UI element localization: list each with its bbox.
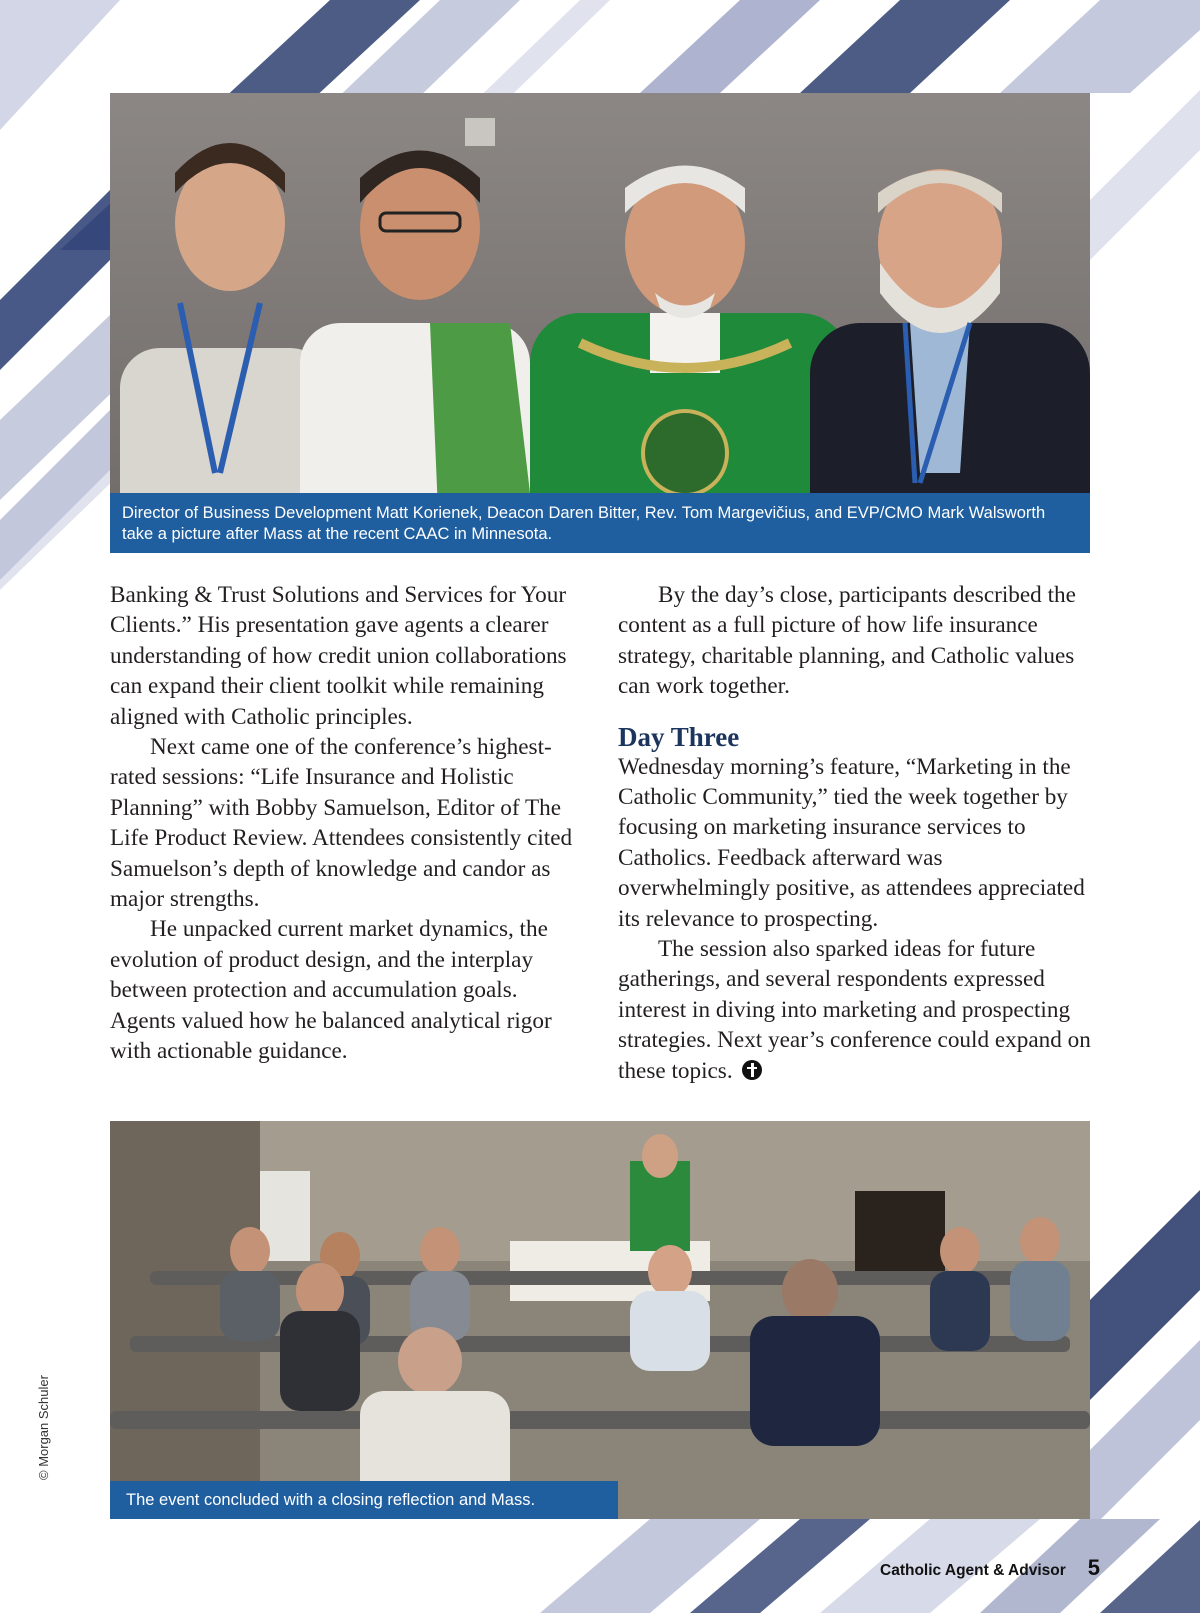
group-photo-after-mass bbox=[110, 93, 1090, 553]
closing-mass-illustration bbox=[110, 1121, 1090, 1519]
group-photo-illustration bbox=[110, 93, 1090, 553]
paragraph: Wednesday morning’s feature, “Marketing in the Catholic Community,” tied the week together by focusing on marketing insurance services to Catholics. Feedback afterward was overwhelmingly positive, as attendees appreciated its relevance to prospecting. bbox=[618, 753, 1085, 932]
page-number: 5 bbox=[1087, 1555, 1100, 1580]
paragraph: Next came one of the conference’s highest-rated sessions: “Life Insurance and Holistic Planning” with Bobby Samuelson, Editor of The Life Product Review. Attendees consistently cited Samuelson’s depth of knowledge and candor as major strengths. bbox=[110, 734, 573, 913]
end-mark-cross-icon bbox=[742, 1060, 762, 1080]
publication-name: Catholic Agent & Advisor bbox=[880, 1562, 1066, 1579]
paragraph: He unpacked current market dynamics, the evolution of product design, and the interplay between protection and accumulation goals. Agents valued how he balanced analytical rigor with actionable guidance. bbox=[110, 916, 552, 1065]
paragraph-text: The session also sparked ideas for future gatherings, and several respondents expressed interest in diving into marketing and prospecting strategies. Next year’s conference could expand on these topics. bbox=[618, 936, 1091, 1084]
section-heading-day-three: Day Three bbox=[618, 721, 740, 752]
article-column-right bbox=[618, 580, 1093, 1086]
paragraph: Banking & Trust Solutions and Services for Your Clients.” His presentation gave agents a clearer understanding of how credit union collaborations can expand their client toolkit while remaining aligned with Catholic principles. bbox=[110, 582, 567, 730]
closing-mass-photo bbox=[110, 1121, 1090, 1519]
paragraph: By the day’s close, participants described the content as a full picture of how life insurance strategy, charitable planning, and Catholic values can work together. bbox=[618, 582, 1076, 700]
article-column-left bbox=[110, 580, 585, 1067]
paragraph-last bbox=[618, 934, 1093, 1086]
photo-caption-bottom: The event concluded with a closing reflection and Mass. bbox=[110, 1481, 618, 1519]
photo-credit: © Morgan Schuler bbox=[36, 1375, 51, 1480]
page-footer bbox=[880, 1555, 1100, 1581]
photo-caption-top: Director of Business Development Matt Korienek, Deacon Daren Bitter, Rev. Tom Margevičius, and EVP/CMO Mark Walsworth take a picture after Mass at the recent CAAC in Minnesota. bbox=[110, 493, 1090, 553]
